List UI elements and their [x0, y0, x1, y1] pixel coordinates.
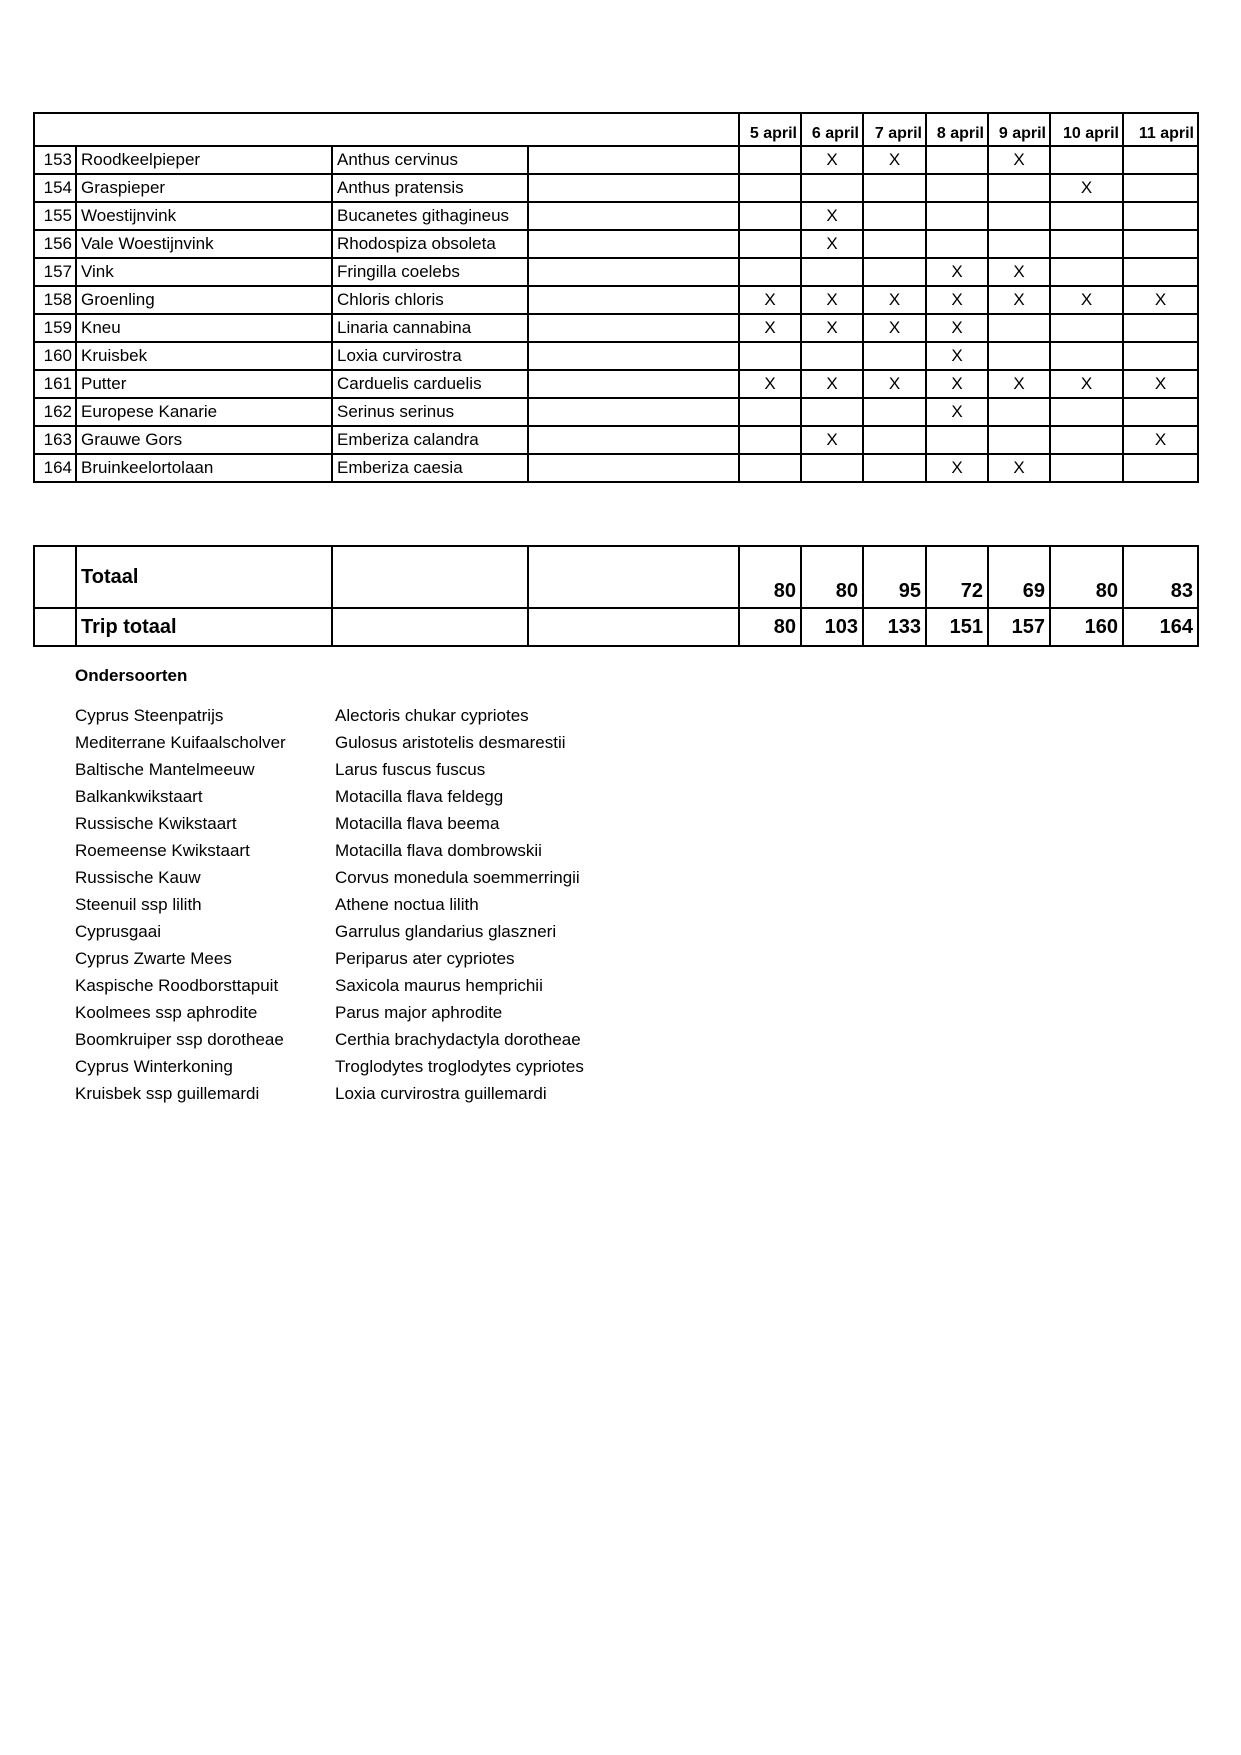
blank-cell [528, 286, 739, 314]
presence-mark: X [926, 454, 988, 482]
species-dutch-name: Kneu [76, 314, 332, 342]
species-number: 155 [34, 202, 76, 230]
subspecies-latin-name: Periparus ater cypriotes [335, 949, 515, 968]
trip-total-value: 80 [739, 608, 801, 646]
presence-mark: X [988, 286, 1050, 314]
subspecies-row [75, 972, 584, 999]
species-dutch-name: Grauwe Gors [76, 426, 332, 454]
presence-mark: X [926, 398, 988, 426]
presence-mark [988, 426, 1050, 454]
presence-mark [988, 398, 1050, 426]
presence-mark [1123, 202, 1198, 230]
subspecies-dutch-name: Russische Kwikstaart [75, 814, 237, 833]
daily-total-value: 80 [1050, 546, 1123, 608]
species-number: 164 [34, 454, 76, 482]
blank-cell [528, 314, 739, 342]
subspecies-latin-name: Troglodytes troglodytes cypriotes [335, 1057, 584, 1076]
presence-mark: X [801, 146, 863, 174]
species-row [34, 314, 1198, 342]
blank-cell [528, 258, 739, 286]
species-dutch-name: Kruisbek [76, 342, 332, 370]
presence-mark [863, 398, 926, 426]
presence-mark: X [863, 146, 926, 174]
species-dutch-name: Groenling [76, 286, 332, 314]
subspecies-dutch-name: Cyprus Winterkoning [75, 1057, 233, 1076]
presence-mark [926, 146, 988, 174]
subspecies-row [75, 1026, 584, 1053]
presence-mark: X [1123, 426, 1198, 454]
presence-mark [1123, 314, 1198, 342]
species-latin-name: Serinus serinus [332, 398, 528, 426]
presence-mark: X [926, 258, 988, 286]
date-header: 11 april [1123, 113, 1198, 146]
presence-mark [863, 202, 926, 230]
species-row [34, 146, 1198, 174]
subspecies-dutch-name: Cyprusgaai [75, 922, 161, 941]
presence-mark [1050, 230, 1123, 258]
presence-mark [1123, 398, 1198, 426]
presence-mark [926, 174, 988, 202]
header-blank-cell [34, 113, 739, 146]
species-row [34, 426, 1198, 454]
blank-cell [528, 454, 739, 482]
presence-mark [739, 230, 801, 258]
presence-mark: X [1050, 370, 1123, 398]
subspecies-dutch-name: Russische Kauw [75, 868, 201, 887]
presence-mark [988, 342, 1050, 370]
species-latin-name: Emberiza calandra [332, 426, 528, 454]
presence-mark [1050, 426, 1123, 454]
blank-cell [528, 202, 739, 230]
species-row [34, 258, 1198, 286]
date-header-row [34, 113, 1198, 146]
subspecies-latin-name: Motacilla flava feldegg [335, 787, 504, 806]
presence-mark: X [739, 370, 801, 398]
subspecies-latin-name: Athene noctua lilith [335, 895, 479, 914]
presence-mark [739, 398, 801, 426]
subspecies-row [75, 1080, 584, 1107]
presence-mark [1123, 342, 1198, 370]
subspecies-row [75, 918, 584, 945]
presence-mark: X [926, 342, 988, 370]
subspecies-heading: Ondersoorten [75, 666, 188, 685]
trip-total-row [34, 608, 1198, 646]
presence-mark: X [863, 370, 926, 398]
species-dutch-name: Europese Kanarie [76, 398, 332, 426]
species-latin-name: Linaria cannabina [332, 314, 528, 342]
subspecies-row [75, 702, 584, 729]
daily-total-value: 95 [863, 546, 926, 608]
presence-mark [863, 258, 926, 286]
species-row [34, 174, 1198, 202]
subspecies-dutch-name: Cyprus Steenpatrijs [75, 706, 224, 725]
daily-total-value: 83 [1123, 546, 1198, 608]
presence-mark [926, 230, 988, 258]
species-number: 156 [34, 230, 76, 258]
presence-mark: X [926, 370, 988, 398]
presence-mark [739, 174, 801, 202]
species-dutch-name: Roodkeelpieper [76, 146, 332, 174]
subspecies-dutch-name: Mediterrane Kuifaalscholver [75, 733, 286, 752]
subspecies-dutch-name: Roemeense Kwikstaart [75, 841, 250, 860]
subspecies-latin-name: Certhia brachydactyla dorotheae [335, 1030, 581, 1049]
blank-cell [528, 370, 739, 398]
species-row [34, 398, 1198, 426]
subspecies-dutch-name: Cyprus Zwarte Mees [75, 949, 232, 968]
species-number: 154 [34, 174, 76, 202]
presence-mark [1050, 202, 1123, 230]
blank-cell [34, 608, 76, 646]
species-dutch-name: Putter [76, 370, 332, 398]
blank-cell [528, 398, 739, 426]
subspecies-latin-name: Alectoris chukar cypriotes [335, 706, 529, 725]
daily-total-row [34, 546, 1198, 608]
presence-mark: X [1123, 370, 1198, 398]
presence-mark: X [988, 370, 1050, 398]
subspecies-row [75, 864, 584, 891]
species-number: 158 [34, 286, 76, 314]
subspecies-dutch-name: Kruisbek ssp guillemardi [75, 1084, 260, 1103]
blank-cell [528, 146, 739, 174]
species-latin-name: Rhodospiza obsoleta [332, 230, 528, 258]
presence-mark [988, 230, 1050, 258]
species-latin-name: Loxia curvirostra [332, 342, 528, 370]
blank-cell [528, 426, 739, 454]
presence-mark [863, 174, 926, 202]
species-row [34, 286, 1198, 314]
blank-cell [528, 546, 739, 608]
species-number: 157 [34, 258, 76, 286]
species-row [34, 342, 1198, 370]
presence-mark [739, 426, 801, 454]
presence-mark [988, 174, 1050, 202]
presence-mark: X [988, 454, 1050, 482]
presence-mark [801, 342, 863, 370]
subspecies-list [75, 702, 584, 1107]
presence-mark [739, 342, 801, 370]
presence-mark [1050, 258, 1123, 286]
presence-mark [739, 202, 801, 230]
subspecies-latin-name: Loxia curvirostra guillemardi [335, 1084, 547, 1103]
totals-table [33, 545, 1199, 647]
presence-mark [739, 258, 801, 286]
species-latin-name: Anthus pratensis [332, 174, 528, 202]
trip-total-value: 103 [801, 608, 863, 646]
presence-mark: X [1123, 286, 1198, 314]
species-dutch-name: Bruinkeelortolaan [76, 454, 332, 482]
species-dutch-name: Woestijnvink [76, 202, 332, 230]
presence-mark [863, 230, 926, 258]
blank-cell [332, 546, 528, 608]
presence-mark [1123, 258, 1198, 286]
presence-mark: X [988, 146, 1050, 174]
presence-mark [1050, 314, 1123, 342]
presence-mark [1050, 398, 1123, 426]
date-header: 6 april [801, 113, 863, 146]
presence-mark: X [926, 286, 988, 314]
species-latin-name: Chloris chloris [332, 286, 528, 314]
blank-cell [528, 174, 739, 202]
subspecies-row [75, 837, 584, 864]
species-number: 160 [34, 342, 76, 370]
subspecies-latin-name: Motacilla flava dombrowskii [335, 841, 542, 860]
subspecies-row [75, 810, 584, 837]
presence-mark: X [739, 286, 801, 314]
presence-mark [1123, 146, 1198, 174]
blank-cell [528, 342, 739, 370]
presence-mark [1050, 454, 1123, 482]
species-number: 162 [34, 398, 76, 426]
species-latin-name: Bucanetes githagineus [332, 202, 528, 230]
subspecies-row [75, 756, 584, 783]
daily-total-value: 69 [988, 546, 1050, 608]
presence-mark [1050, 146, 1123, 174]
presence-mark: X [801, 230, 863, 258]
trip-total-value: 160 [1050, 608, 1123, 646]
subspecies-row [75, 1053, 584, 1080]
subspecies-dutch-name: Boomkruiper ssp dorotheae [75, 1030, 284, 1049]
presence-mark: X [863, 314, 926, 342]
presence-mark [988, 202, 1050, 230]
presence-mark [739, 146, 801, 174]
presence-mark: X [801, 370, 863, 398]
subspecies-latin-name: Garrulus glandarius glaszneri [335, 922, 557, 941]
species-row [34, 454, 1198, 482]
blank-cell [528, 608, 739, 646]
subspecies-row [75, 729, 584, 756]
subspecies-latin-name: Parus major aphrodite [335, 1003, 503, 1022]
presence-mark [1123, 174, 1198, 202]
species-row [34, 202, 1198, 230]
species-dutch-name: Graspieper [76, 174, 332, 202]
presence-mark: X [863, 286, 926, 314]
date-header: 8 april [926, 113, 988, 146]
blank-cell [528, 230, 739, 258]
subspecies-latin-name: Gulosus aristotelis desmarestii [335, 733, 566, 752]
subspecies-row [75, 891, 584, 918]
presence-mark: X [988, 258, 1050, 286]
subspecies-latin-name: Corvus monedula soemmerringii [335, 868, 580, 887]
presence-mark: X [926, 314, 988, 342]
species-latin-name: Fringilla coelebs [332, 258, 528, 286]
date-header: 9 april [988, 113, 1050, 146]
date-header: 10 april [1050, 113, 1123, 146]
species-dutch-name: Vale Woestijnvink [76, 230, 332, 258]
daily-total-value: 72 [926, 546, 988, 608]
presence-mark [1123, 454, 1198, 482]
subspecies-latin-name: Motacilla flava beema [335, 814, 500, 833]
presence-mark [863, 342, 926, 370]
presence-mark [863, 426, 926, 454]
presence-mark: X [801, 202, 863, 230]
subspecies-latin-name: Saxicola maurus hemprichii [335, 976, 543, 995]
date-header: 5 april [739, 113, 801, 146]
trip-total-value: 164 [1123, 608, 1198, 646]
subspecies-dutch-name: Balkankwikstaart [75, 787, 203, 806]
species-number: 161 [34, 370, 76, 398]
presence-mark [739, 454, 801, 482]
blank-cell [332, 608, 528, 646]
subspecies-row [75, 999, 584, 1026]
subspecies-latin-name: Larus fuscus fuscus [335, 760, 486, 779]
species-dutch-name: Vink [76, 258, 332, 286]
presence-mark: X [801, 426, 863, 454]
presence-mark [801, 258, 863, 286]
daily-total-value: 80 [739, 546, 801, 608]
subspecies-dutch-name: Baltische Mantelmeeuw [75, 760, 255, 779]
subspecies-row [75, 783, 584, 810]
trip-total-value: 151 [926, 608, 988, 646]
species-number: 159 [34, 314, 76, 342]
presence-mark [863, 454, 926, 482]
presence-mark: X [739, 314, 801, 342]
presence-mark: X [801, 286, 863, 314]
species-latin-name: Anthus cervinus [332, 146, 528, 174]
subspecies-row [75, 945, 584, 972]
subspecies-dutch-name: Kaspische Roodborsttapuit [75, 976, 279, 995]
daily-total-label: Totaal [76, 546, 332, 608]
species-latin-name: Emberiza caesia [332, 454, 528, 482]
presence-mark [1050, 342, 1123, 370]
daily-total-value: 80 [801, 546, 863, 608]
presence-mark [801, 454, 863, 482]
subspecies-dutch-name: Steenuil ssp lilith [75, 895, 202, 914]
presence-mark [926, 202, 988, 230]
presence-mark [1123, 230, 1198, 258]
presence-mark [926, 426, 988, 454]
presence-mark [988, 314, 1050, 342]
subspecies-section [75, 666, 584, 1107]
species-row [34, 230, 1198, 258]
trip-total-value: 157 [988, 608, 1050, 646]
date-header: 7 april [863, 113, 926, 146]
blank-cell [34, 546, 76, 608]
trip-total-label: Trip totaal [76, 608, 332, 646]
subspecies-dutch-name: Koolmees ssp aphrodite [75, 1003, 258, 1022]
species-checklist-table [33, 112, 1199, 483]
presence-mark [801, 174, 863, 202]
trip-total-value: 133 [863, 608, 926, 646]
presence-mark [801, 398, 863, 426]
presence-mark: X [1050, 174, 1123, 202]
species-number: 163 [34, 426, 76, 454]
species-latin-name: Carduelis carduelis [332, 370, 528, 398]
presence-mark: X [1050, 286, 1123, 314]
species-number: 153 [34, 146, 76, 174]
presence-mark: X [801, 314, 863, 342]
species-row [34, 370, 1198, 398]
